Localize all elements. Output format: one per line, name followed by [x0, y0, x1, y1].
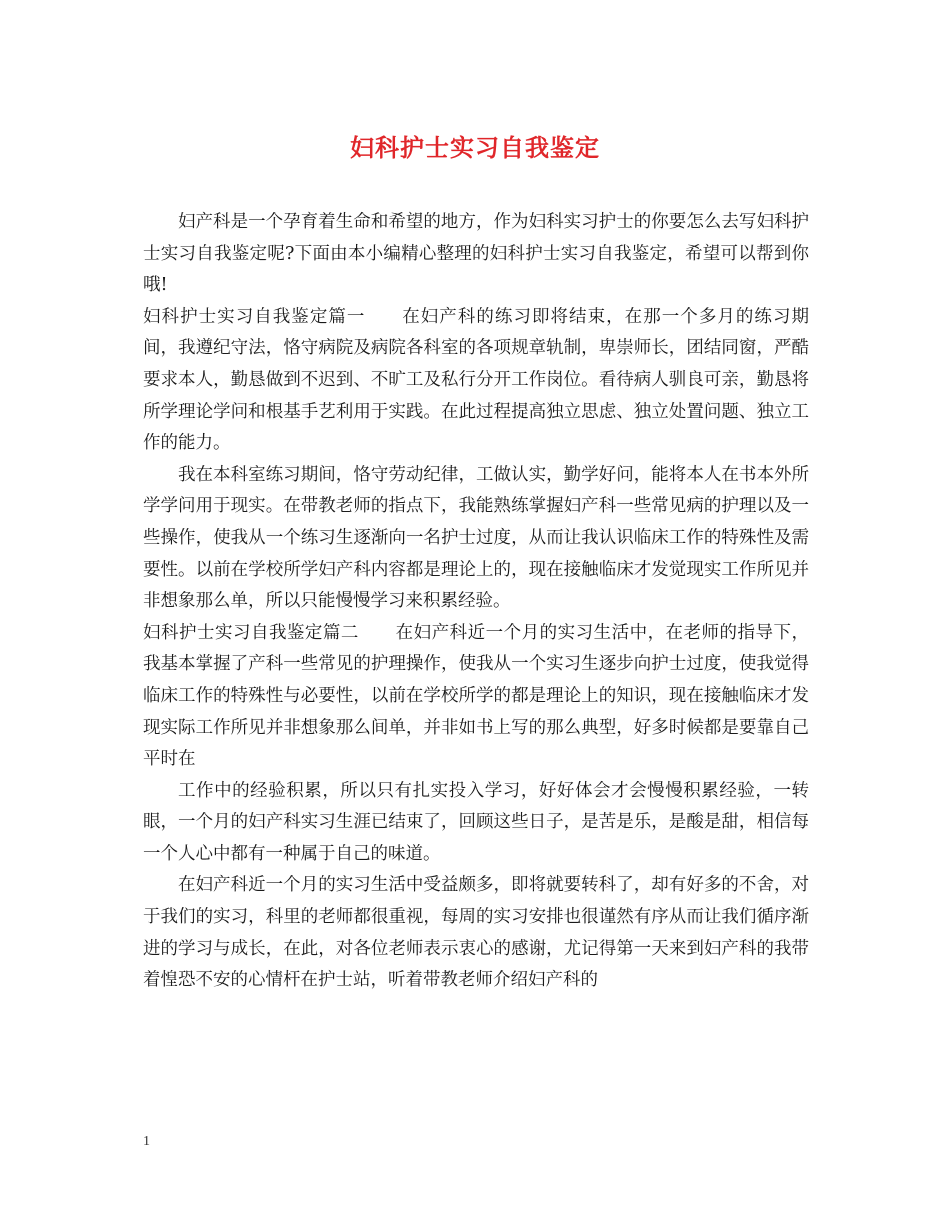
paragraph-text: 在妇产科的练习即将结束，在那一个多月的练习期间，我遵纪守法，恪守病院及病院各科室的各项规章轨制，卑崇师长，团结同窗，严酷要求本人，勤恳做到不迟到、不旷工及私行分开工作岗位。看待病人驯良可亲，勤恳将所学理论学问和根基手艺利用于实践。在此过程提高独立思虑、独立处置问题、独立工作的能力。	[143, 306, 810, 454]
paragraph-4	[143, 776, 809, 871]
page-number: 1	[143, 1134, 150, 1149]
document-body	[143, 207, 809, 997]
paragraph-text: 我在本科室练习期间，恪守劳动纪律，工做认实，勤学好问，能将本人在书本外所学学问用于现实。在带教老师的指点下，我能熟练掌握妇产科一些常见病的护理以及一些操作，使我从一个练习生逐渐向一名护士过度，从而让我认识临床工作的特殊性及需要性。以前在学校所学妇产科内容都是理论上的，现在接触临床才发觉现实工作所见并非想象那么单，所以只能慢慢学习来积累经验。	[143, 464, 809, 612]
paragraph-2	[143, 460, 809, 618]
section-heading: 妇科护士实习自我鉴定篇二	[143, 622, 359, 643]
paragraph-section-2	[143, 618, 809, 776]
paragraph-text: 在妇产科近一个月的实习生活中受益颇多，即将就要转科了，却有好多的不舍，对于我们的实习，科里的老师都很重视，每周的实习安排也很谨然有序从而让我们循序渐进的学习与成长，在此，对各位老师表示衷心的感谢，尤记得第一天来到妇产科的我带着惶恐不安的心情杆在护士站，听着带教老师介绍妇产科的	[143, 875, 809, 991]
paragraph-text: 妇产科是一个孕育着生命和希望的地方，作为妇科实习护士的你要怎么去写妇科护士实习自我鉴定呢?下面由本小编精心整理的妇科护士实习自我鉴定，希望可以帮到你哦!	[143, 212, 809, 296]
paragraph-text: 在妇产科近一个月的实习生活中，在老师的指导下，我基本掌握了产科一些常见的护理操作，使我从一个实习生逐步向护士过度，使我觉得临床工作的特殊性与必要性，以前在学校所学的都是理论上的知识，现在接触临床才发现实际工作所见并非想象那么间单，并非如书上写的那么典型，好多时候都是要靠自己平时在	[143, 622, 810, 770]
document-title: 妇科护士实习自我鉴定	[350, 133, 600, 162]
paragraph-5	[143, 870, 809, 996]
section-heading: 妇科护士实习自我鉴定篇一	[143, 306, 366, 327]
paragraph-text: 工作中的经验积累，所以只有扎实投入学习，好好体会才会慢慢积累经验，一转眼，一个月的妇产科实习生涯已结束了，回顾这些日子，是苦是乐，是酸是甜，相信每一个人心中都有一种属于自己的味道。	[143, 780, 809, 864]
paragraph-section-1	[143, 302, 809, 460]
paragraph-intro	[143, 207, 809, 302]
